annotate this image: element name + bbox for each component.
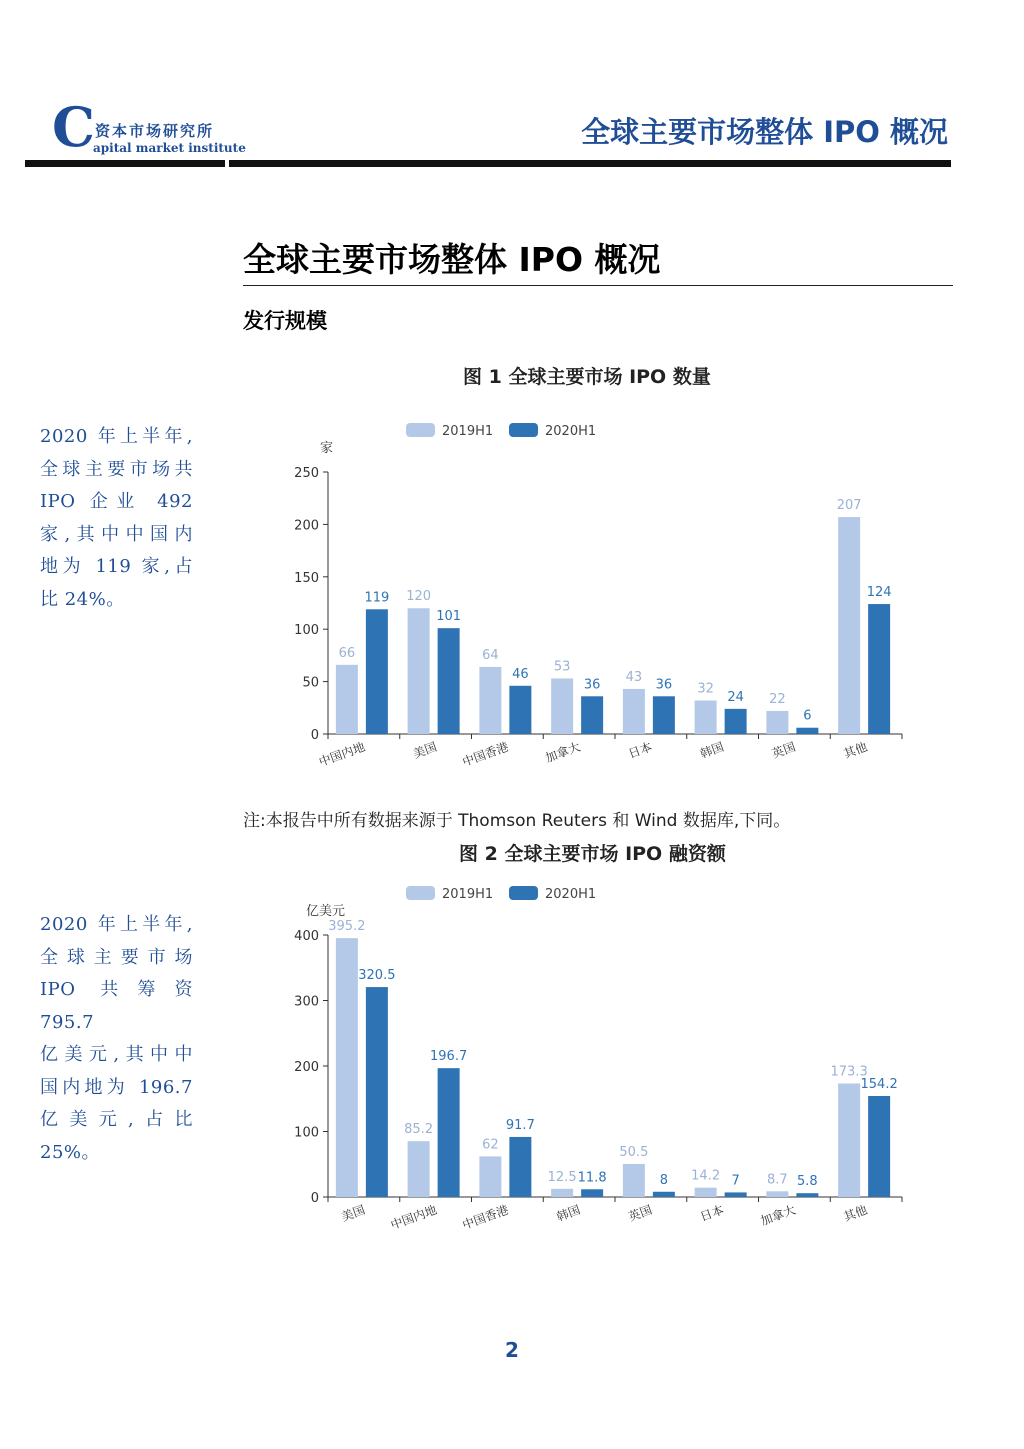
y-tick-label: 0 — [310, 728, 319, 743]
bar-2020H1 — [653, 1192, 675, 1197]
legend-label-2019H1: 2019H1 — [442, 887, 494, 902]
y-tick-label: 400 — [294, 929, 319, 944]
data-label-2019H1: 43 — [625, 669, 643, 685]
side-note-line: 地为 119 家,占 — [40, 556, 193, 577]
side-note-line: 全球主要市场共 — [40, 458, 193, 480]
data-label-2020H1: 36 — [583, 677, 601, 693]
bar-2020H1 — [581, 1189, 603, 1197]
data-label-2020H1: 5.8 — [797, 1174, 818, 1190]
side-note-line: 国内地为 196.7 — [40, 1076, 193, 1098]
data-label-2019H1: 8.7 — [767, 1172, 788, 1188]
bar-2019H1 — [695, 700, 717, 734]
bar-2019H1 — [766, 711, 788, 734]
header-rule-right — [229, 160, 951, 167]
data-label-2019H1: 50.5 — [619, 1144, 649, 1160]
side-note-line: 全球主要市场 — [40, 946, 193, 968]
x-category-label: 中国香港 — [460, 1202, 511, 1233]
data-label-2019H1: 62 — [482, 1137, 499, 1153]
bar-2019H1 — [838, 517, 860, 734]
legend-swatch-2019H1 — [406, 423, 435, 437]
logo-letter: C — [52, 95, 95, 159]
bar-2019H1 — [838, 1083, 860, 1197]
section-title: 全球主要市场整体 IPO 概况 — [243, 240, 661, 279]
data-label-2019H1: 53 — [553, 659, 571, 675]
x-category-label: 加拿大 — [543, 739, 583, 766]
side-note-line: 2020 年上半年, — [40, 914, 193, 935]
side-note-line: IPO 共筹资 795.7 — [40, 979, 193, 1033]
bar-2020H1 — [653, 696, 675, 734]
page-number: 2 — [505, 1338, 519, 1362]
bar-2020H1 — [725, 709, 747, 734]
data-source-note: 注:本报告中所有数据来源于 Thomson Reuters 和 Wind 数据库,下同。 — [243, 811, 791, 831]
data-label-2019H1: 395.2 — [328, 919, 366, 935]
data-label-2019H1: 120 — [406, 589, 432, 605]
x-category-label: 韩国 — [554, 1202, 583, 1225]
x-category-label: 英国 — [770, 739, 798, 762]
bar-2019H1 — [336, 938, 358, 1197]
data-label-2020H1: 11.8 — [577, 1170, 607, 1186]
side-note-line: 2020 年上半年, — [40, 426, 193, 447]
data-label-2020H1: 8 — [659, 1172, 669, 1188]
section-divider — [243, 285, 953, 286]
logo-chinese-text: 资本市场研究所 — [95, 122, 215, 140]
bar-2020H1 — [366, 987, 388, 1197]
data-label-2020H1: 7 — [731, 1173, 740, 1189]
bar-2020H1 — [796, 728, 818, 734]
legend-label-2019H1: 2019H1 — [442, 424, 494, 439]
data-label-2019H1: 22 — [769, 691, 786, 707]
side-note-line: 家,其中中国内 — [40, 523, 193, 545]
bar-2020H1 — [509, 686, 531, 734]
y-tick-label: 0 — [310, 1191, 319, 1206]
x-category-label: 英国 — [626, 1202, 654, 1225]
bar-2019H1 — [551, 678, 573, 734]
y-tick-label: 250 — [294, 466, 319, 481]
y-axis-label: 亿美元 — [306, 904, 346, 919]
data-label-2020H1: 91.7 — [505, 1117, 535, 1133]
x-category-label: 中国内地 — [388, 1202, 439, 1233]
x-category-label: 日本 — [698, 1202, 726, 1225]
data-label-2020H1: 6 — [803, 708, 812, 724]
data-label-2020H1: 46 — [512, 666, 529, 682]
y-tick-label: 100 — [294, 1125, 319, 1141]
bar-2019H1 — [479, 1156, 501, 1197]
bar-2019H1 — [408, 608, 430, 734]
data-label-2020H1: 119 — [364, 590, 390, 606]
side-note-line: 亿美元,占比 — [40, 1109, 193, 1130]
side-note-ipo-amount — [40, 909, 193, 1169]
data-label-2020H1: 196.7 — [430, 1049, 468, 1065]
legend-swatch-2020H1 — [509, 886, 538, 900]
data-label-2019H1: 12.5 — [547, 1169, 577, 1185]
data-label-2020H1: 124 — [866, 585, 892, 601]
bar-2020H1 — [581, 696, 603, 734]
data-label-2019H1: 85.2 — [404, 1122, 434, 1138]
y-tick-label: 100 — [294, 623, 319, 639]
bar-2019H1 — [479, 667, 501, 734]
bar-2020H1 — [868, 1096, 890, 1197]
x-category-label: 美国 — [411, 739, 439, 762]
side-note-line: 25%。 — [40, 1141, 101, 1163]
bar-2020H1 — [366, 609, 388, 734]
y-tick-label: 300 — [294, 994, 319, 1010]
bar-2019H1 — [623, 689, 645, 734]
bar-2020H1 — [796, 1193, 818, 1197]
side-note-ipo-count — [40, 421, 193, 616]
bar-2020H1 — [438, 628, 460, 734]
bar-2019H1 — [766, 1191, 788, 1197]
x-category-label: 其他 — [841, 1202, 870, 1225]
legend-label-2020H1: 2020H1 — [545, 887, 597, 902]
x-category-label: 日本 — [626, 739, 654, 762]
bar-2019H1 — [695, 1188, 717, 1197]
y-tick-label: 200 — [294, 518, 319, 534]
y-tick-label: 50 — [302, 675, 319, 691]
side-note-line: IPO 企业 492 — [40, 491, 193, 512]
bar-2019H1 — [623, 1164, 645, 1197]
bar-2019H1 — [336, 665, 358, 734]
data-label-2019H1: 173.3 — [830, 1064, 868, 1080]
data-label-2019H1: 66 — [338, 645, 356, 661]
x-category-label: 加拿大 — [758, 1202, 798, 1229]
data-label-2020H1: 24 — [727, 689, 744, 705]
data-label-2019H1: 32 — [697, 681, 714, 697]
side-note-line: 比 24%。 — [40, 588, 125, 610]
legend-label-2020H1: 2020H1 — [545, 424, 597, 439]
y-tick-label: 150 — [294, 570, 319, 586]
header-rule-left — [25, 160, 225, 167]
data-label-2020H1: 320.5 — [358, 968, 396, 984]
legend-swatch-2019H1 — [406, 886, 435, 900]
bar-2020H1 — [725, 1192, 747, 1197]
y-axis-label: 家 — [320, 441, 334, 456]
data-label-2020H1: 36 — [655, 677, 673, 693]
figure-2-title: 图 2 全球主要市场 IPO 融资额 — [459, 843, 726, 865]
bar-2019H1 — [551, 1189, 573, 1197]
x-category-label: 韩国 — [698, 739, 726, 762]
subsection-title: 发行规模 — [243, 309, 327, 333]
data-label-2019H1: 64 — [482, 647, 499, 663]
legend-swatch-2020H1 — [509, 423, 538, 437]
logo-english-text: apital market institute — [93, 141, 246, 155]
bar-2020H1 — [509, 1137, 531, 1197]
side-note-line: 亿美元,其中中 — [40, 1044, 193, 1065]
x-category-label: 中国内地 — [316, 739, 367, 770]
data-label-2019H1: 207 — [836, 498, 862, 514]
data-label-2019H1: 14.2 — [691, 1168, 721, 1184]
y-tick-label: 200 — [294, 1060, 319, 1075]
bar-2019H1 — [408, 1141, 430, 1197]
figure-1-title: 图 1 全球主要市场 IPO 数量 — [463, 366, 711, 388]
data-label-2020H1: 101 — [436, 609, 462, 625]
data-label-2020H1: 154.2 — [860, 1076, 898, 1092]
header-title: 全球主要市场整体 IPO 概况 — [581, 115, 948, 149]
x-category-label: 中国香港 — [460, 739, 511, 770]
x-category-label: 美国 — [339, 1202, 367, 1225]
bar-2020H1 — [868, 604, 890, 734]
x-category-label: 其他 — [841, 739, 870, 762]
bar-2020H1 — [438, 1068, 460, 1197]
